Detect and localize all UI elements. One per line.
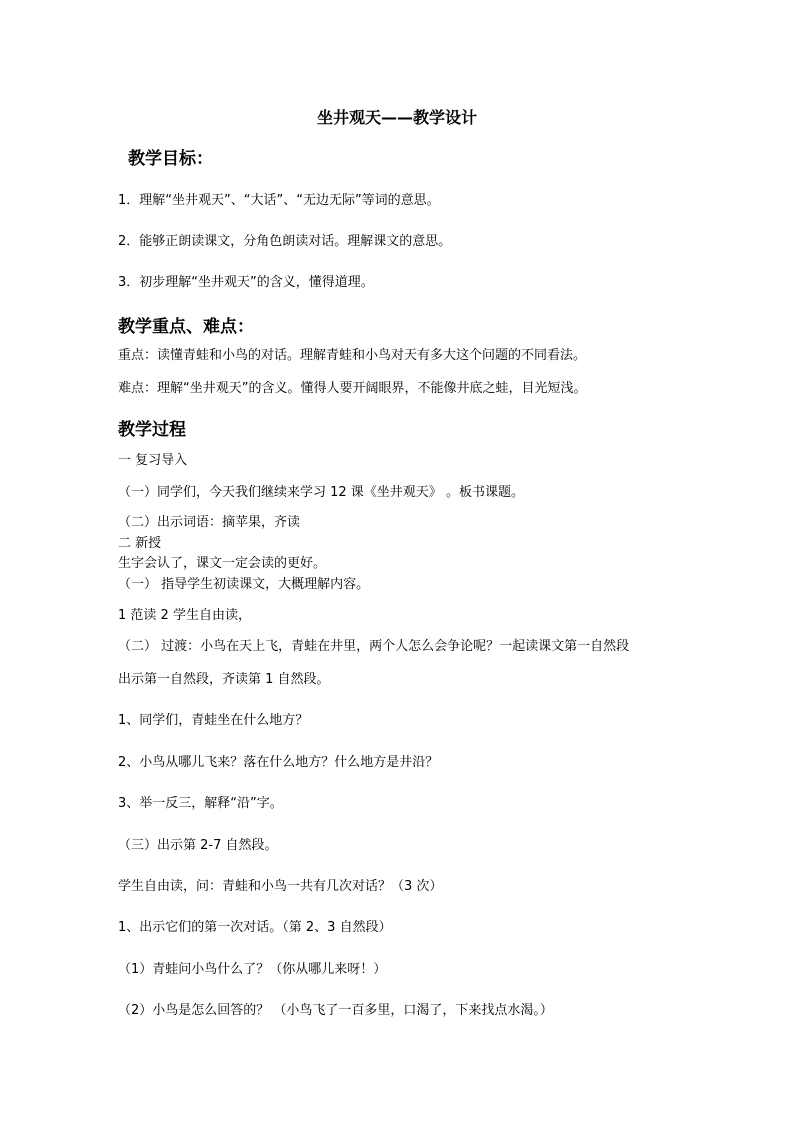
process-line-15: 1、出示它们的第一次对话。（第 2、3 自然段）: [118, 920, 392, 935]
process-line-9: 出示第一自然段，齐读第 1 自然段。: [118, 672, 330, 687]
process-line-17: （2）小鸟是怎么回答的？ （小鸟飞了一百多里，口渴了，下来找点水渴。）: [118, 1003, 553, 1018]
process-line-6: （一） 指导学生初读课文，大概理解内容。: [118, 577, 370, 592]
process-line-10: 1、同学们，青蛙坐在什么地方？: [118, 713, 309, 728]
process-line-4: 二 新授: [118, 536, 162, 551]
key-points-heading: 教学重点、难点：: [118, 317, 254, 337]
document-title: 坐井观天——教学设计: [316, 108, 477, 127]
process-line-14: 学生自由读，问：青蛙和小鸟一共有几次对话？（3 次）: [118, 879, 443, 894]
process-line-5: 生字会认了，课文一定会读的更好。: [118, 556, 327, 571]
process-line-7: 1 范读 2 学生自由读，: [118, 608, 251, 623]
process-line-3: （二）出示词语：摘苹果，齐读: [118, 515, 301, 530]
objectives-heading: 教学目标：: [128, 149, 213, 169]
process-line-13: （三）出示第 2-7 自然段。: [118, 838, 278, 853]
process-line-8: （二） 过渡：小鸟在天上飞，青蛙在井里，两个人怎么会争论呢？一起读课文第一自然段: [118, 639, 630, 654]
difficult-point: 难点：理解“坐井观天”的含义。懂得人要开阔眼界，不能像井底之蛙，目光短浅。: [118, 381, 587, 396]
process-line-12: 3、举一反三，解释“沿”字。: [118, 796, 283, 811]
process-line-2: （一）同学们，今天我们继续来学习 12 课《坐井观天》 。板书课题。: [118, 485, 524, 500]
process-line-1: 一 复习导入: [118, 453, 188, 468]
key-point: 重点：读懂青蛙和小鸟的对话。理解青蛙和小鸟对天有多大这个问题的不同看法。: [118, 348, 587, 363]
process-line-16: （1）青蛙问小鸟什么了？（你从哪儿来呀！）: [118, 962, 387, 977]
objective-item-1: 1．理解“坐井观天”、“大话”、“无边无际”等词的意思。: [118, 193, 440, 208]
process-heading: 教学过程: [118, 420, 186, 440]
process-line-11: 2、小鸟从哪儿飞来？落在什么地方？什么地方是井沿？: [118, 755, 439, 770]
objective-item-3: 3．初步理解“坐井观天”的含义，懂得道理。: [118, 275, 374, 290]
objective-item-2: 2．能够正朗读课文，分角色朗读对话。理解课文的意思。: [118, 234, 452, 249]
